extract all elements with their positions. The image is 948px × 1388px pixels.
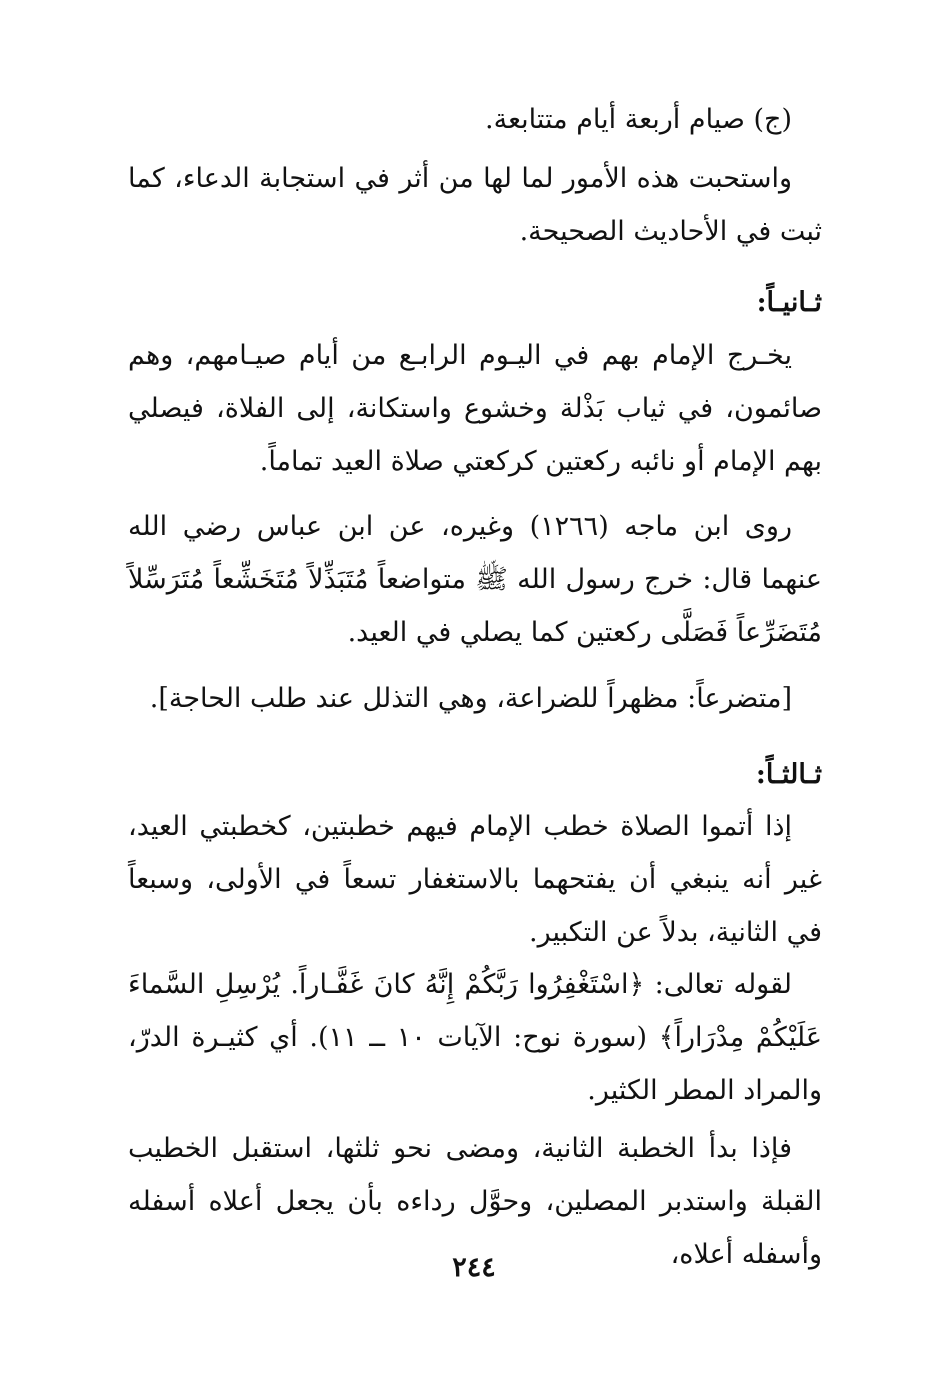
- second-khutba-paragraph: فإذا بدأ الخطبة الثانية، ومضى نحو ثلثها، استقبل الخطيب القبلة واستدبر المصلين، وحوَّل رداءه بأن يجعل أعلاه أسفله وأسفله أعلاه،: [128, 1133, 822, 1270]
- second-body-paragraph: يخـرج الإمام بهم في اليـوم الرابـع من أيام صيـامهم، وهم صائمون، في ثياب بَذْلة وخشوع واستكانة، إلى الفلاة، فيصلي بهم الإمام أو نائبه ركعتين كركعتي صلاة العيد تماماً.: [128, 340, 822, 477]
- hadith-paragraph: روى ابن ماجه (١٢٦٦) وغيره، عن ابن عباس رضي الله عنهما قال: خرج رسول الله ﷺ متواضعاً مُتَبَذِّلاً مُتَخَشِّعاً مُتَرَسِّلاً مُتَضَرِّعاً فَصَلَّى ركعتين كما يصلي في العيد.: [128, 511, 822, 648]
- item-c-paragraph: (ج) صيام أربعة أيام متتابعة.: [485, 104, 792, 135]
- page-number: ٢٤٤: [452, 1252, 496, 1283]
- heading-third: ثـالثـاً:: [755, 759, 822, 790]
- istihbab-paragraph: واستحبت هذه الأمور لما لها من أثر في استجابة الدعاء، كما ثبت في الأحاديث الصحيحة.: [128, 163, 822, 247]
- heading-second: ثـانيـاً:: [756, 287, 822, 318]
- explanation-paragraph: [متضرعاً: مظهراً للضراعة، وهي التذلل عند طلب الحاجة].: [149, 683, 792, 714]
- third-body-paragraph: إذا أتموا الصلاة خطب الإمام فيهم خطبتين، كخطبتي العيد، غير أنه ينبغي أن يفتحهما بالاستغفار تسعاً في الأولى، وسبعاً في الثانية، بدلاً عن التكبير.: [128, 811, 822, 948]
- quran-paragraph: لقوله تعالى: ﴿اسْتَغْفِرُوا رَبَّكُمْ إِنَّهُ كانَ غَفَّـاراً. يُرْسِلِ السَّماءَ عَلَيْكُمْ مِدْرَاراً﴾ (سورة نوح: الآيات ١٠ ــ ١١). أي كثيـرة الدرّ، والمراد المطر الكثير.: [128, 969, 822, 1106]
